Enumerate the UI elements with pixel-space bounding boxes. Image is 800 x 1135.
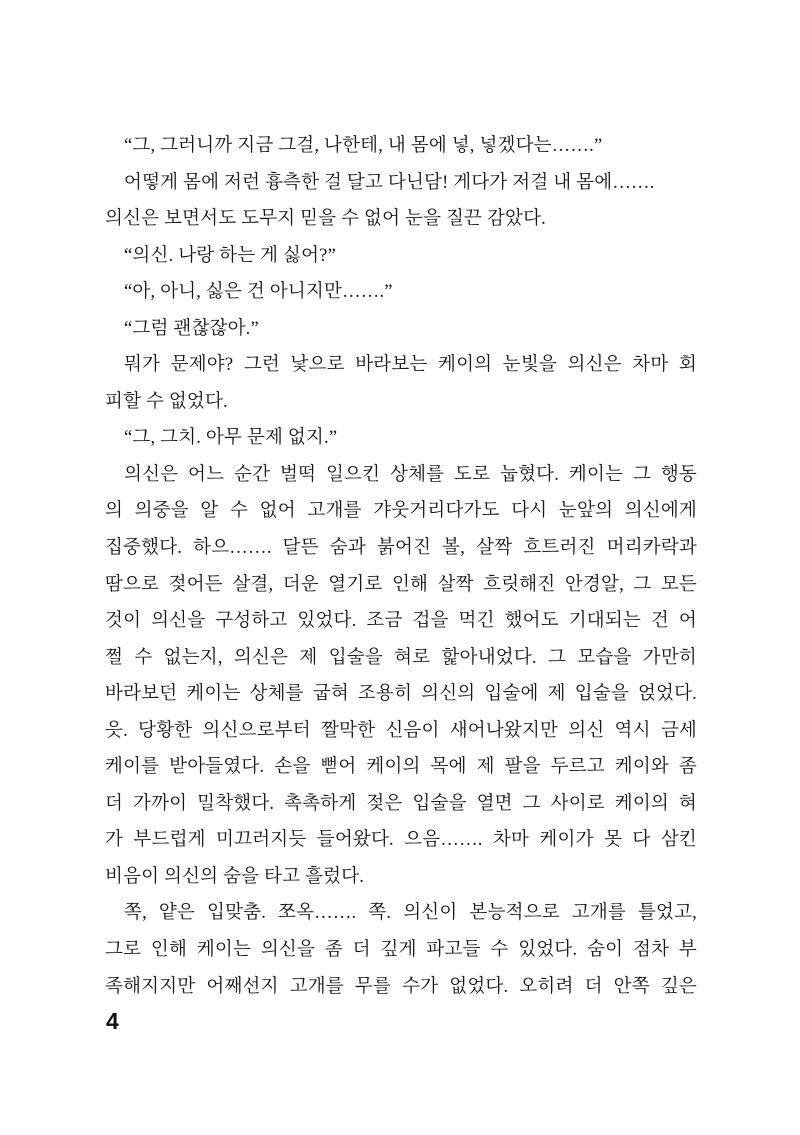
text-line: “그럼 괜찮잖아.” [124,318,259,339]
text-line: 읏. 당황한 의신으로부터 짤막한 신음이 새어나왔지만 의신 역시 금세 [105,720,697,741]
text-line: “아, 아니, 싫은 건 아니지만…….” [124,282,393,303]
text-line: 의신은 보면서도 도무지 믿을 수 없어 눈을 질끈 감았다. [105,209,546,230]
text-line: “의신. 나랑 하는 게 싫어?” [124,245,336,266]
text-line: 가 부드럽게 미끄러지듯 들어왔다. 으음……. 차마 케이가 못 다 삼킨 [105,830,697,851]
text-line: 피할 수 없었다. [105,391,228,412]
text-line: 의신은 어느 순간 벌떡 일으킨 상체를 도로 눕혔다. 케이는 그 행동 [124,464,697,485]
text-line: 것이 의신을 구성하고 있었다. 조금 겁을 먹긴 했어도 기대되는 건 어 [105,611,697,632]
text-line: “그, 그치. 아무 문제 없지.” [124,428,338,449]
page-number: 4 [106,1008,119,1034]
text-line: 더 가까이 밀착했다. 촉촉하게 젖은 입술을 열면 그 사이로 케이의 혀 [105,793,697,814]
text-line: 쪽, 얕은 입맞춤. 쪼옥……. 쪽. 의신이 본능적으로 고개를 틀었고, [124,903,697,924]
text-line: 어떻게 몸에 저런 흉측한 걸 달고 다닌담! 게다가 저걸 내 몸에……. [124,172,655,193]
text-line: 비음이 의신의 숨을 타고 흘렀다. [105,866,365,887]
text-line: 그로 인해 케이는 의신을 좀 더 깊게 파고들 수 있었다. 숨이 점차 부 [105,940,697,961]
text-line: “그, 그러니까 지금 그걸, 나한테, 내 몸에 넣, 넣겠다는…….” [124,136,603,156]
text-line: 족해지지만 어째선지 고개를 무를 수가 없었다. 오히려 더 안쪽 깊은 [105,976,697,997]
text-line: 땀으로 젖어든 살결, 더운 열기로 인해 살짝 흐릿해진 안경알, 그 모든 [105,574,697,595]
text-line: 의 의중을 알 수 없어 고개를 갸웃거리다가도 다시 눈앞의 의신에게 [105,501,697,522]
text-line: 집중했다. 하으……. 달뜬 숨과 붉어진 볼, 살짝 흐트러진 머리카락과 [105,538,697,559]
body-text [105,128,697,1005]
text-line: 뭐가 문제야? 그런 낯으로 바라보는 케이의 눈빛을 의신은 차마 회 [124,355,697,376]
text-line: 쩔 수 없는지, 의신은 제 입술을 혀로 핥아내었다. 그 모습을 가만히 [105,647,697,668]
text-line: 바라보던 케이는 상체를 굽혀 조용히 의신의 입술에 제 입술을 얹었다. [105,684,697,705]
text-line: 케이를 받아들였다. 손을 뻗어 케이의 목에 제 팔을 두르고 케이와 좀 [105,757,697,778]
